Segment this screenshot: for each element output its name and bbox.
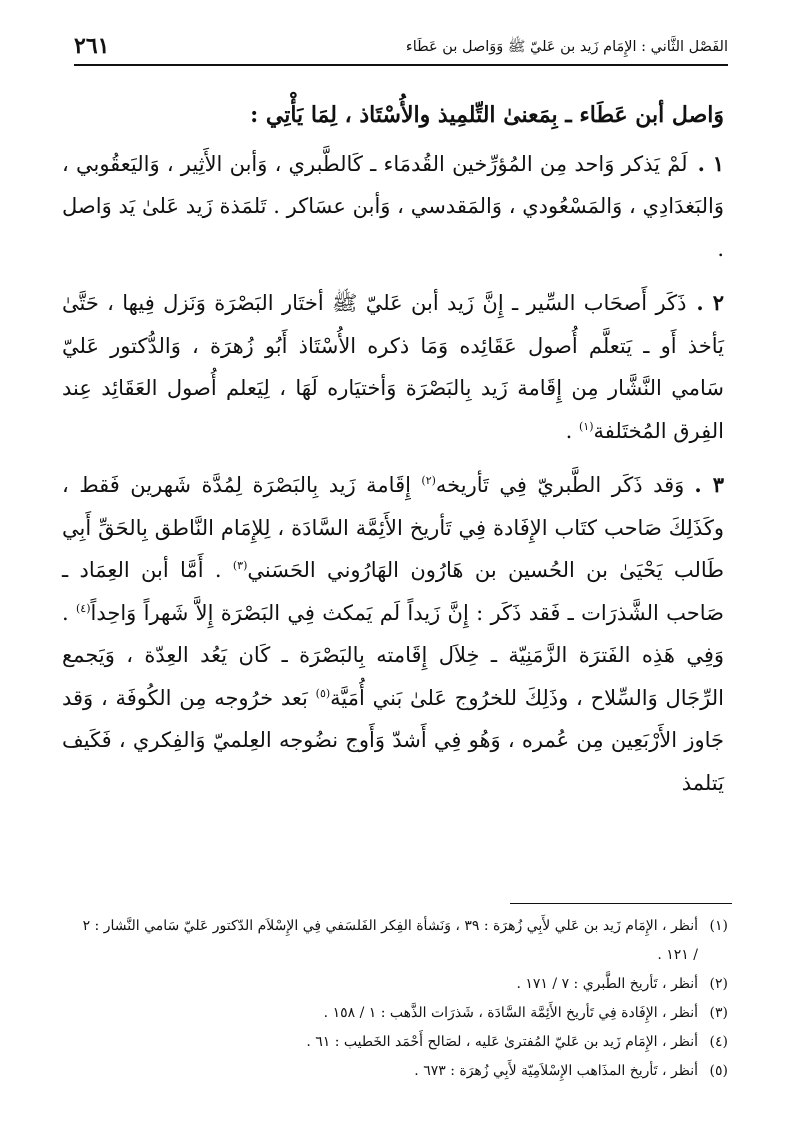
paragraph-text: وَقد ذَكَر الطَّبريّ فِي تَأريخه — [435, 473, 685, 497]
item-number: ١ . — [697, 150, 725, 176]
paragraph-text: لَمْ يَذكر وَاحد مِن المُؤرِّخين القُدمَاء ـ كَالطَّبري ، وَأبن الأَثِير ، وَاليَعقُوبي ، وَالبَغدَادِي ، وَالمَسْعُودي ، وَالمَقدسي ، وَأبن عسَاكر . تَلمَذة زَيد عَلىٰ يَد وَاصل . — [62, 151, 724, 261]
paragraph-text: بَعد خرُوجه مِن الكُوفَة ، وَقد جَاوز الأَرْبَعِين مِن عُمره ، وَهُو فِي أَشدّ وَأَوج نضُوجه العِلميّ وَالفِكري ، فَكَيف يَتلمذ — [62, 685, 724, 795]
paragraph-text: ذَكَر أَصحَاب السِّير ـ إِنَّ زَيد أبن عَليّ ﷺ أختَار البَصْرَة وَنَزل فِيها ، حَتَّىٰ يَأخذ أَو ـ يَتعلَّم أُصول عَقَائِده وَمَا ذكره الأُسْتَاذ أَبُو زُهرَة ، وَالدُّكتور عَليّ سَامي النَّشَّار مِن إِقَامة زَيد بِالبَصْرَة وَأختيَاره لَهَا ، لِيَعلم أُصول العَقَائِد عِند الفِرق المُختَلفة — [62, 291, 724, 443]
item-number: ٣ . — [694, 472, 724, 497]
main-text — [62, 94, 724, 816]
paragraph-1 — [62, 143, 724, 271]
footnote — [74, 970, 728, 999]
paragraph-text: . أَمَّا أبن العِمَاد ـ صَاحب الشَّذرَات ـ فَقد ذَكَر : إِنَّ زَيداً لَم يَمكث فِي البَصْرَة إِلاَّ شَهراً وَاحِداً — [62, 558, 725, 625]
footnote — [74, 999, 728, 1028]
footnote-text: أنظر ، تَأريخ الطَّبري : ٧ / ١٧١ . — [516, 976, 698, 992]
footnote-ref[interactable]: (١) — [578, 419, 594, 433]
paragraph-2 — [62, 282, 724, 452]
page-number: ٢٦١ — [74, 33, 110, 59]
paragraph-3 — [62, 464, 724, 804]
paragraph-text: إِقَامة زَيد بِالبَصْرَة لِمُدَّة شَهرين فَقط ، وكَذَلِكَ صَاحب كتَاب الإِفَادة فِي تَأريخ الأَئِمَّة السَّادَة ، لِلإِمَام النَّاطق بِالحَقِّ أَبِي طَالب يَحْيَىٰ بن الحُسين بن هَارُون الهَارُوني الحَسَني — [62, 473, 725, 582]
footnote-text: أنظر ، تَأريخ المذَاهب الإِسْلاَمِيّة لأَبِي زُهرَة : ٦٧٣ . — [414, 1063, 698, 1079]
footnote-text: أنظر ، الإِفَادة فِي تَأريخ الأَئِمَّة السَّادَة ، شَذرَات الذَّهب : ١ / ١٥٨ . — [323, 1005, 698, 1021]
footnote-ref[interactable]: (٣) — [232, 559, 248, 572]
page-header — [74, 30, 728, 66]
footnote — [74, 1057, 728, 1086]
footnote-number: (٣) — [709, 1005, 728, 1021]
footnote — [74, 1028, 728, 1057]
footnote-ref[interactable]: (٥) — [315, 686, 331, 700]
footnote-number: (٢) — [709, 976, 728, 992]
intro-line: وَاصل أبن عَطَاء ـ بِمَعنىٰ التِّلمِيذ والأُسْتَاذ ، لِمَا يَأْتِي : — [250, 102, 724, 128]
footnote-number: (١) — [709, 918, 728, 934]
footnote — [74, 912, 728, 970]
footnotes — [74, 912, 728, 1086]
footnote-divider — [510, 903, 732, 904]
footnote-number: (٥) — [709, 1063, 728, 1079]
item-number: ٢ . — [696, 290, 724, 315]
footnote-ref[interactable]: (٢) — [421, 474, 436, 487]
footnote-number: (٤) — [709, 1034, 728, 1050]
footnote-text: أنظر ، الإِمَام زَيد بن عَليّ المُفترىٰ عَليه ، لصَالح أَحْمَد الخَطيب : ٦١ . — [306, 1034, 698, 1050]
paragraph-end: . — [565, 418, 579, 443]
running-title: الفَصْل الثَّاني : الإِمَام زَيد بن عَليّ ﷺ وَوَاصل بن عَطَاء — [405, 39, 728, 55]
footnote-ref[interactable]: (٤) — [75, 601, 91, 615]
footnote-text: أنظر ، الإِمَام زَيد بن عَلي لأَبِي زُهرَة : ٣٩ ، وَنَشأة الفِكر الفَلسَفي فِي الإِسْلاَم الدّكتور عَليّ سَامي النَّشار : ٢ / ١٢١ . — [82, 918, 698, 963]
paragraph-text: . وَفِي هَذِه الفَترَة الزَّمَنِيّة ـ خِلاَل إِقَامته بِالبَصْرَة ـ كَان يَعُد العِدّة ، وَيَجمع الرِّجَال وَالسِّلاح ، وذَلِكَ للخرُوج عَلىٰ بَني أُمَيَّة — [62, 600, 724, 710]
